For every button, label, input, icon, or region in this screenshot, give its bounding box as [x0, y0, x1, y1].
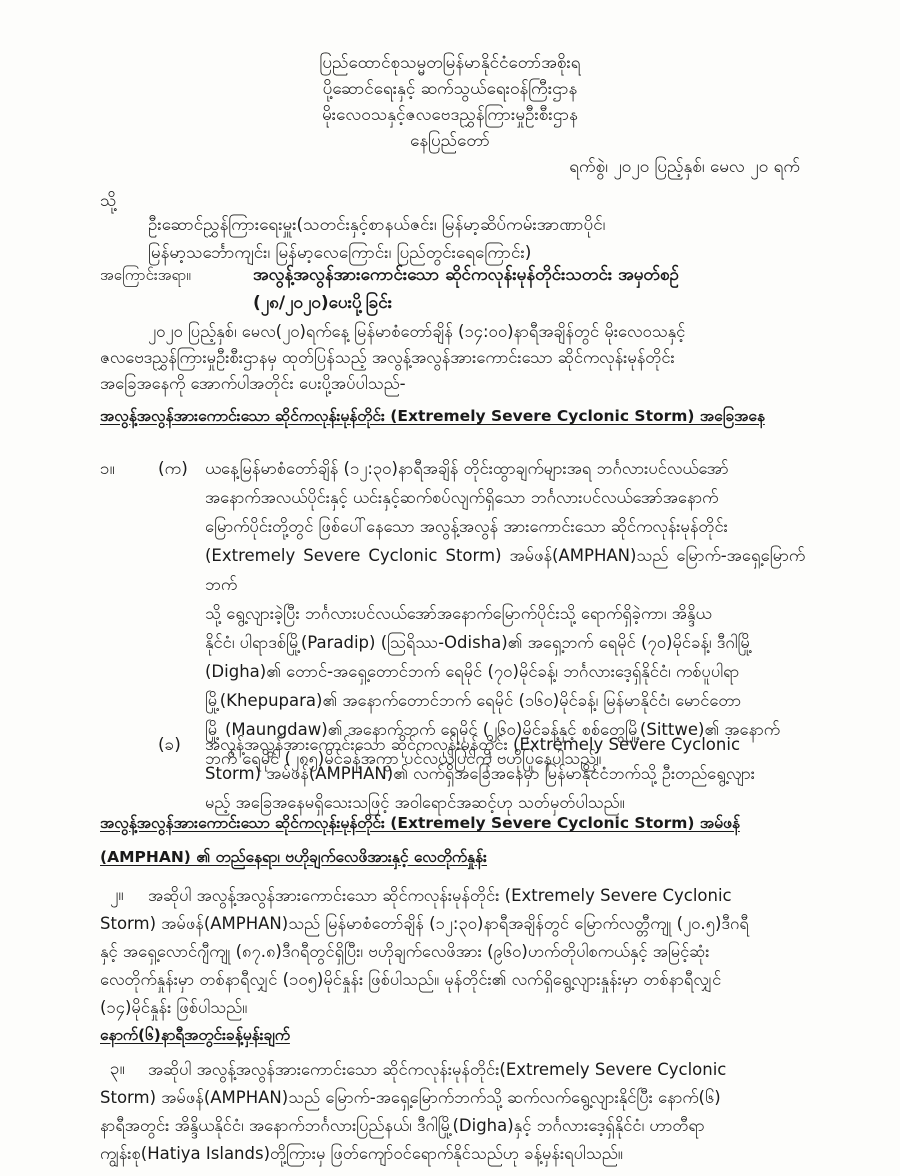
section-2-heading-line-2: (AMPHAN) ၏ တည်နေရာ၊ ဗဟိုချက်လေဖိအားနှင့် လေတိုက်နှုန်း — [100, 848, 487, 866]
intro-line-3: အခြေအနေကို အောက်ပါအတိုင်း ပေးပို့အပ်ပါသည်- — [100, 374, 406, 393]
addressee-line-2: မြန်မာ့သင်္ဘောကျင်း၊ မြန်မာ့လေကြောင်း၊ ပြည်တွင်းရေကြောင်း) — [148, 243, 532, 263]
intro-line-2: ဇလဗေဒညွှန်ကြားမှုဦးစီးဌာနမှ ထုတ်ပြန်သည့် အလွန့်အလွန်အားကောင်းသော ဆိုင်ကလုန်းမုန်တိုင်း — [100, 348, 675, 367]
item-b-line: အလွန့်အလွန်အားကောင်းသော ဆိုင်ကလုန်းမုန်တိုင်း (Extremely Severe Cyclonic — [205, 735, 741, 754]
section-3-line: Storm) အမ်ဖန်(AMPHAN)သည် မြောက်-အရှေ့မြောက်ဘက်သို့ ဆက်လက်ရွေ့လျားနိုင်ပြီး နောက်(၆) — [100, 1088, 721, 1107]
subject-line-2: (၂၈/၂၀၂၀)ပေးပို့ခြင်း — [253, 293, 393, 313]
header-government: ပြည်ထောင်စုသမ္မတမြန်မာနိုင်ငံတော်အစိုးရ — [319, 53, 581, 73]
section-2-number: ၂။ — [110, 885, 124, 905]
item-a-line: အနောက်အလယ်ပိုင်းနှင့် ယင်းနှင့်ဆက်စပ်လျက်ရှိသော ဘင်္ဂလားပင်လယ်အော်အနောက် — [205, 488, 719, 507]
addressee-line-1: ဦးဆောင်ညွှန်ကြားရေးမှူး(သတင်းနှင့်စာနယ်ဇင်း၊ မြန်မာ့ဆိပ်ကမ်းအာဏာပိုင်၊ — [148, 215, 606, 235]
item-a-line: (Digha)၏ တောင်-အရှေ့တောင်ဘက် ရေမိုင် (၇၀)မိုင်ခန့်၊ ဘင်္ဂလားဒေ့ရှ်နိုင်ငံ၊ ကစ်ပူပါရာ — [205, 662, 740, 681]
item-a-line: မြို့(Khepupara)၏ အနောက်တောင်ဘက် ရေမိုင် (၁၆၀)မိုင်ခန့်၊ မြန်မာနိုင်ငံ၊ မောင်တော — [205, 691, 742, 710]
addressee-to: သို့ — [100, 191, 117, 211]
subject-line-1: အလွန့်အလွန်အားကောင်းသော ဆိုင်ကလုန်းမုန်တိုင်းသတင်း အမှတ်စဉ် — [253, 265, 679, 285]
section-2-line: (၁၄)မိုင်နှုန်း ဖြစ်ပါသည်။ — [100, 998, 248, 1017]
section-2-heading-line-1: အလွန့်အလွန်အားကောင်းသော ဆိုင်ကလုန်းမုန်တိုင်း (Extremely Severe Cyclonic Storm) အမ်ဖန် — [100, 814, 740, 832]
document-date: ရက်စွဲ၊ ၂၀၂၀ ပြည့်နှစ်၊ မေလ ၂၀ ရက် — [569, 157, 800, 177]
item-a-label: (က) — [158, 459, 188, 479]
item-a-line: (Extremely Severe Cyclonic Storm) အမ်ဖန်(AMPHAN)သည် မြောက်-အရှေ့မြောက်ဘက် — [205, 546, 805, 594]
section-3-number: ၃။ — [110, 1059, 125, 1079]
section-3-line: အဆိုပါ အလွန့်အလွန်အားကောင်းသော ဆိုင်ကလုန်းမုန်တိုင်း(Extremely Severe Cyclonic — [148, 1060, 727, 1079]
item-b-paragraph — [205, 730, 805, 817]
item-b-label: (ခ) — [158, 735, 181, 755]
section-2-line: လေတိုက်နှုန်းမှာ တစ်နာရီလျှင် (၁၀၅)မိုင်နှုန်း ဖြစ်ပါသည်။ မုန်တိုင်း၏ လက်ရှိရွေ့လျားနှုန်းမှာ တစ်နာရီလျှင် — [100, 970, 722, 989]
item-a-line: မြောက်ပိုင်းတို့တွင် ဖြစ်ပေါ်နေသော အလွန့်အလွန် အားကောင်းသော ဆိုင်ကလုန်းမုန်တိုင်း — [205, 517, 728, 536]
section-3-heading: နောက်(၆)နာရီအတွင်းခန့်မှန်းချက် — [100, 1026, 290, 1044]
header-city: နေပြည်တော် — [410, 131, 490, 151]
subject-label: အကြောင်းအရာ။ — [100, 266, 191, 284]
section-2-line: အဆိုပါ အလွန့်အလွန်အားကောင်းသော ဆိုင်ကလုန်းမုန်တိုင်း (Extremely Severe Cyclonic — [148, 886, 732, 905]
section-2-line: နှင့် အရှေ့လောင်ဂျီကျု (၈၇.၈)ဒီဂရီတွင်ရှိပြီး၊ ဗဟိုချက်လေဖိအား (၉၆၀)ဟက်တိုပါစကယ်နှင့် အမြင့်ဆုံး — [100, 942, 710, 961]
intro-line-1: ၂၀၂၀ ပြည့်နှစ်၊ မေလ(၂၀)ရက်နေ့ မြန်မာစံတော်ချိန် (၁၄:၀၀)နာရီအချိန်တွင် မိုးလေဝသနှင့် — [148, 322, 686, 341]
header-department: မိုးလေဝသနှင့်ဇလဗေဒညွှန်ကြားမှုဦးစီးဌာန — [322, 105, 578, 125]
section-1-heading: အလွန့်အလွန်အားကောင်းသော ဆိုင်ကလုန်းမုန်တိုင်း (Extremely Severe Cyclonic Storm) အခြေအနေ — [100, 407, 765, 425]
item-a-line: နိုင်ငံ၊ ပါရာဒစ်မြို့(Paradip) (ဩရိဿ-Odisha)၏ အရှေ့ဘက် ရေမိုင် (၇၀)မိုင်ခန့်၊ ဒီဂါမြို့ — [205, 633, 753, 652]
section-3-line: ကျွန်းစု(Hatiya Islands)တို့ကြားမှ ဖြတ်ကျော်ဝင်ရောက်နိုင်သည်ဟု ခန့်မှန်းရပါသည်။ — [100, 1144, 623, 1163]
header-ministry: ပို့ဆောင်ရေးနှင့် ဆက်သွယ်ရေးဝန်ကြီးဌာန — [322, 79, 578, 99]
item-b-line: Storm) အမ်ဖန်(AMPHAN)၏ လက်ရှိအခြေအနေမှာ မြန်မာနိုင်ငံဘက်သို့ ဦးတည်ရွေ့လျား — [205, 764, 755, 783]
item-a-line: သို့ ရွေ့လျားခဲ့ပြီး ဘင်္ဂလားပင်လယ်အော်အနောက်မြောက်ပိုင်းသို့ ရောက်ရှိခဲ့ကာ၊ အိန္ဒိယ — [205, 604, 712, 623]
section-3-line: နာရီအတွင်း အိန္ဒိယနိုင်ငံ၊ အနောက်ဘင်္ဂလားပြည်နယ်၊ ဒီဂါမြို့(Digha)နှင့် ဘင်္ဂလားဒေ့ရှ်နိုင်ငံ၊ ဟာတီရာ — [100, 1116, 705, 1135]
item-a-line: မြို့ (Maungdaw)၏ အနောက်ဘက် ရေမိုင် (၂၆၀)မိုင်ခန့်နှင့် စစ်တွေမြို့(Sittwe)၏ အနောက် — [205, 720, 780, 739]
section-2-line: Storm) အမ်ဖန်(AMPHAN)သည် မြန်မာစံတော်ချိန် (၁၂:၃၀)နာရီအချိန်တွင် မြောက်လတ္တီကျု (၂၀.၅)ဒီဂရီ — [100, 914, 749, 933]
item-a-line: ဘက် ရေမိုင် (၂၈၅)မိုင်ခန့်အကွာ ပင်လယ်ပြင်ကို ဗဟိုပြုနေပါသည်။ — [205, 749, 602, 768]
item-a-paragraph — [205, 454, 805, 773]
section-1-number: ၁။ — [100, 459, 115, 479]
item-b-line: မည့် အခြေအနေမရှိသေးသဖြင့် အဝါရောင်အဆင့်ဟု သတ်မှတ်ပါသည်။ — [205, 793, 625, 812]
item-a-line: ယနေ့မြန်မာစံတော်ချိန် (၁၂:၃၀)နာရီအချိန် တိုင်းထွာချက်များအရ ဘင်္ဂလားပင်လယ်အော် — [205, 459, 729, 478]
